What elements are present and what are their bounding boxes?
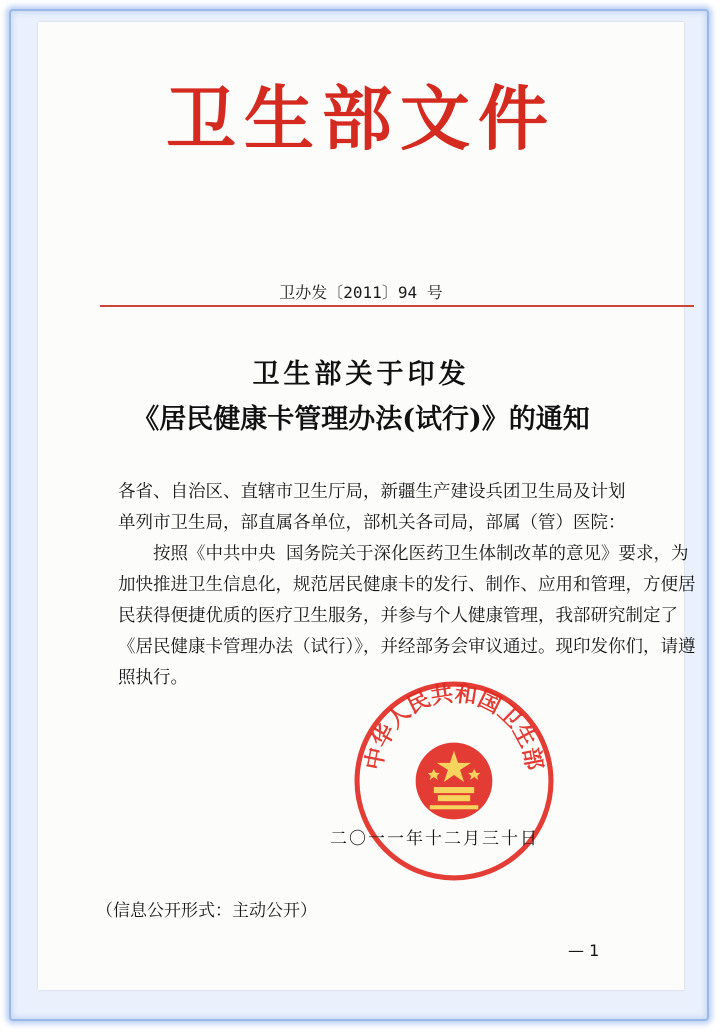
header-red-rule bbox=[100, 305, 694, 307]
svg-text:中华人民共和国卫生部: 中华人民共和国卫生部 bbox=[360, 680, 548, 773]
notice-body bbox=[118, 477, 698, 694]
official-seal-stamp bbox=[353, 680, 555, 882]
addressee-line-2: 单列市卫生局，部直属各单位，部机关各司局，部属（管）医院： bbox=[118, 513, 626, 533]
notice-title-line1: 卫生部关于印发 bbox=[252, 359, 470, 390]
issue-date: 二〇一一年十二月三十日 bbox=[330, 829, 539, 849]
national-emblem-icon bbox=[416, 743, 493, 820]
body-paragraph: 按照《中共中央 国务院关于深化医药卫生体制改革的意见》要求，为加快推进卫生信息化，规范居民健康卡的发行、制作、应用和管理，方便居民获得便捷优质的医疗卫生服务，并参与个人健康管理，我部研究制定了《居民健康卡管理办法（试行）》，并经部务会审议通过。现印发你们，请遵照执行。 bbox=[118, 544, 696, 688]
notice-title-line2: 《居民健康卡管理办法(试行)》的通知 bbox=[132, 404, 590, 435]
document-number: 卫办发〔2011〕94 号 bbox=[279, 283, 443, 302]
document-header-title: 卫生部文件 bbox=[166, 77, 556, 160]
addressee-line-1: 各省、自治区、直辖市卫生厅局，新疆生产建设兵团卫生局及计划 bbox=[118, 482, 626, 502]
page-number: — 1 bbox=[568, 941, 600, 960]
disclosure-note: （信息公开形式：主动公开） bbox=[96, 901, 317, 921]
